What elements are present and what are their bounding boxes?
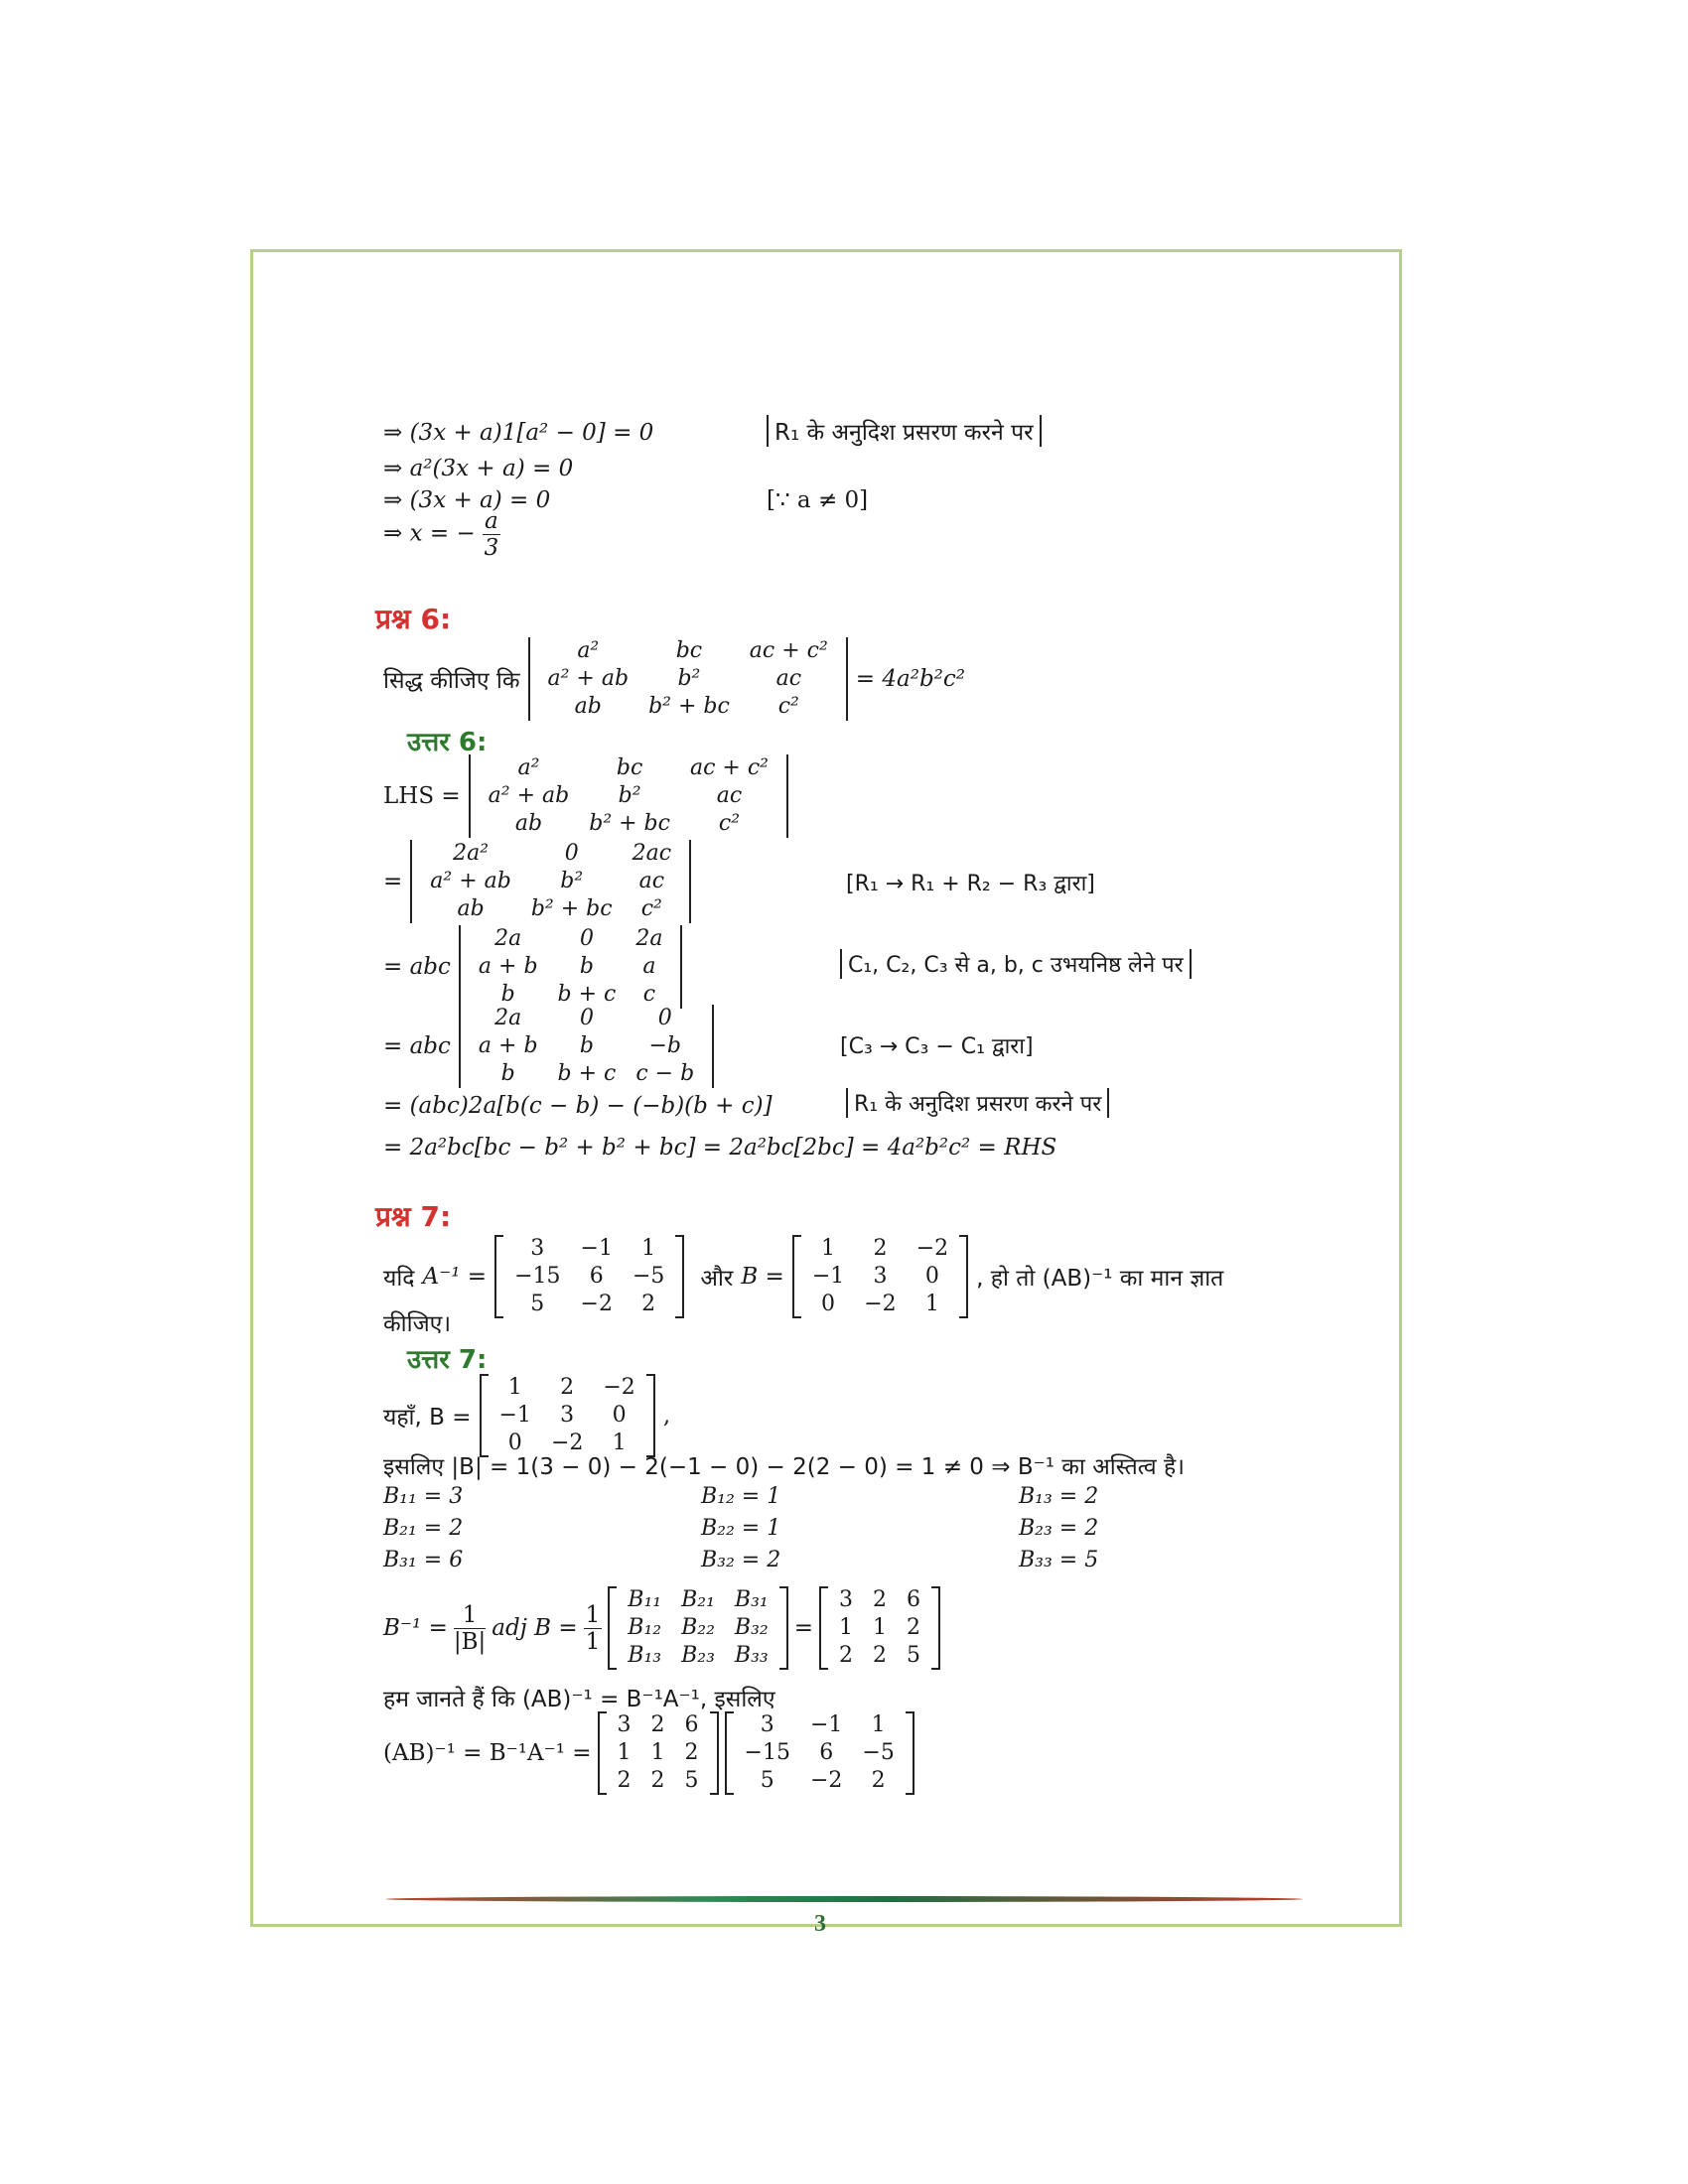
matrix-cell: c² [777,694,799,719]
cofactor-cell: B₃₁ = 6 [383,1548,464,1572]
determinant [459,925,683,1009]
know-line: हम जानते हैं कि (AB)⁻¹ = B⁻¹A⁻¹, इसलिए [383,1687,775,1712]
matrix-cell: ab [457,896,485,921]
cofactor-grid [383,1481,1327,1576]
cofactor-row [373,1545,1327,1576]
matrix-cell: B₃₁ [734,1587,769,1612]
matrix-cell: 1 [641,1236,656,1261]
matrix-cell: b + c [557,1061,617,1086]
determinant-line: इसलिए |B| = 1(3 − 0) − 2(−1 − 0) − 2(2 − 0) = 1 ≠ 0 ⇒ B⁻¹ का अस्तित्व है। [383,1454,1185,1480]
matrix-cell: 0 [579,1006,594,1030]
matrix-cell: b² [560,869,584,893]
matrix-cell: 2 [873,1587,887,1612]
matrix-cell: B₃₃ [734,1643,769,1668]
matrix-cell: −1 [498,1403,531,1428]
matrix-row [490,1374,645,1402]
matrix-row [829,1642,930,1670]
matrix-row [504,1263,674,1291]
step-line-2: ⇒ a²(3x + a) = 0 [383,456,574,481]
matrix-cell: 2 [871,1768,886,1793]
matrix-cell: 1 [871,1712,886,1737]
matrix-cell: 0 [564,841,579,866]
matrix-cell: 2 [641,1292,656,1316]
matrix-cell: c [642,982,656,1007]
step-line-6: = 2a²bc[bc − b² + b² + bc] = 2a²bc[2bc] = 4a²b²c² = RHS [383,1135,1057,1160]
matrix-row [538,665,838,693]
matrix-cell: 5 [530,1292,545,1316]
question-7-heading: प्रश्न 7: [375,1200,452,1233]
matrix-row [490,1402,645,1430]
matrix-cell: 2 [873,1643,887,1668]
matrix-row [504,1291,674,1318]
matrix-cell: 6 [684,1712,699,1737]
matrix-cell: 5 [907,1643,920,1668]
cofactor-cell: B₃₃ = 5 [1019,1548,1099,1572]
step-note-2: [R₁ → R₁ + R₂ − R₃ द्वारा] [846,872,1095,896]
matrix [598,1711,719,1795]
determinant [459,1005,714,1088]
matrix-row [479,754,778,782]
matrix-cell: 5 [684,1768,699,1793]
question-7-statement: यदि A⁻¹ = 3 −1 1 −15 6 −5 5 −2 2 और B = 1 2 −2 −1 3 0 0 −2 1 , हो तो (AB)⁻¹ का मान ज्ञात [383,1236,1224,1316]
determinant [469,754,788,838]
matrix-cell: 2 [907,1615,920,1640]
matrix-cell: 2ac [632,841,672,866]
step-line-4: ⇒ x = − $\frac{a}{3}$ [383,508,499,561]
step-line-1: ⇒ (3x + a)1[a² − 0] = 0 [383,420,654,446]
matrix-cell: a [642,954,656,979]
matrix-cell: 6 [819,1740,834,1765]
question-6-statement: सिद्ध कीजिए कि a² bc ac + c² a² + ab b² ac ab b² + bc c² = 4a²b²c² [383,638,965,719]
matrix-cell: a² [517,755,540,780]
determinant [410,840,691,923]
matrix-cell: b [500,1061,515,1086]
matrix-row [608,1711,709,1739]
matrix-cell: 2 [873,1236,888,1261]
cofactor-cell: B₂₂ = 1 [701,1516,781,1541]
matrix-row [735,1767,905,1795]
matrix-cell: 1 [612,1431,627,1455]
matrix-cell: a² + ab [547,666,630,691]
matrix-row [469,925,673,953]
matrix-cell: −b [648,1033,682,1058]
lhs-line: LHS = a² bc ac + c² a² + ab b² ac ab b² + bc c² [383,754,788,838]
matrix [792,1235,968,1318]
matrix-cell: ac [775,666,802,691]
matrix-cell: −1 [580,1236,613,1261]
step-note-3: [∵ a ≠ 0] [767,487,869,513]
matrix-cell: −1 [811,1264,845,1289]
matrix-cell: B₂₂ [681,1615,715,1640]
cofactor-cell: B₂₃ = 2 [1019,1516,1099,1541]
matrix-cell: 1 [617,1740,632,1765]
matrix [819,1586,940,1670]
matrix-cell: a² [577,638,600,663]
matrix-row [469,1032,704,1060]
matrix [725,1711,914,1795]
matrix-cell: 1 [821,1236,836,1261]
matrix-cell: B₁₃ [628,1643,662,1668]
matrix-cell: b² [677,666,701,691]
final-line: (AB)⁻¹ = B⁻¹A⁻¹ = 3 2 6 1 1 2 2 2 5 3 −1 1 −15 6 −5 5 −2 2 [383,1711,914,1795]
matrix-row [618,1614,777,1642]
step-line-3: ⇒ (3x + a) = 0 [383,487,551,513]
matrix-cell: −5 [862,1740,895,1765]
matrix-cell: −2 [864,1292,897,1316]
matrix-row [420,840,681,868]
matrix-row [608,1739,709,1767]
matrix-cell: 2a [635,926,663,951]
matrix-cell: 3 [530,1236,545,1261]
matrix-cell: 0 [657,1006,672,1030]
matrix-row [735,1711,905,1739]
matrix-row [479,810,778,838]
matrix-cell: 1 [873,1615,887,1640]
matrix-cell: 1 [507,1375,522,1400]
step-row-4: = abc 2a 0 0 a + b b −b b b + c c − b [383,1005,714,1088]
matrix-cell: c² [640,896,662,921]
matrix-cell: −2 [603,1375,635,1400]
matrix-cell: −2 [809,1768,843,1793]
step-line-5: = (abc)2a[b(c − b) − (−b)(b + c)] [383,1093,773,1119]
matrix-cell: −1 [809,1712,843,1737]
matrix-cell: ac + c² [749,638,828,663]
cofactor-cell: B₂₁ = 2 [383,1516,464,1541]
matrix-cell: b [500,982,515,1007]
matrix-cell: ab [574,694,602,719]
matrix-row [618,1642,777,1670]
page-number: 3 [814,1911,826,1937]
matrix-cell: b [579,1033,594,1058]
matrix-row [420,895,681,923]
matrix [494,1235,684,1318]
matrix-row [608,1767,709,1795]
matrix-row [829,1586,930,1614]
cofactor-row [373,1513,1327,1545]
matrix-row [802,1235,958,1263]
matrix-row [735,1739,905,1767]
matrix-cell: a + b [478,954,538,979]
question-7-tail: कीजिए। [383,1311,452,1337]
matrix-cell: −15 [744,1740,790,1765]
matrix-cell: 2a² [453,841,490,866]
matrix-row [469,1060,704,1088]
step-note-1: R₁ के अनुदिश प्रसरण करने पर [767,415,1042,447]
matrix-cell: 0 [507,1431,522,1455]
matrix-cell: 2 [650,1712,665,1737]
matrix-row [420,868,681,895]
step-note-4: [C₃ → C₃ − C₁ द्वारा] [840,1034,1034,1059]
matrix-cell: 2 [617,1768,632,1793]
matrix-cell: c − b [635,1061,695,1086]
matrix-cell: a² + ab [430,869,511,893]
matrix-cell: 6 [589,1264,604,1289]
inverse-line: B⁻¹ = $\frac{1}{|B|}$ adj B = $\frac{1}{1}$ B₁₁ B₂₁ B₃₁ B₁₂ B₂₂ B₃₂ B₁₃ B₂₃ B₃₃ = 3 2 6 1 1 2 2 2 5 [383,1586,940,1670]
b-matrix-line: यहाँ, B = 1 2 −2 −1 3 0 0 −2 1 , [383,1375,671,1455]
matrix-cell: 2 [684,1740,699,1765]
matrix-cell: 2 [560,1375,575,1400]
matrix-row [829,1614,930,1642]
matrix-cell: 3 [617,1712,632,1737]
matrix-cell: 1 [650,1740,665,1765]
matrix-cell: 3 [873,1264,888,1289]
matrix-row [802,1263,958,1291]
matrix-cell: b² + bc [530,896,613,921]
cofactor-cell: B₃₂ = 2 [701,1548,781,1572]
matrix-cell: ac [716,783,743,808]
matrix-cell: 1 [839,1615,853,1640]
matrix-cell: −2 [550,1431,584,1455]
matrix-cell: B₃₂ [734,1615,769,1640]
matrix-cell: 0 [612,1403,627,1428]
determinant [528,637,848,721]
matrix-cell: b² [618,783,641,808]
matrix-cell: 6 [907,1587,920,1612]
matrix-row [538,637,838,665]
matrix-cell: 0 [924,1264,939,1289]
step-row-2: = 2a² 0 2ac a² + ab b² ac ab b² + bc c² [383,840,691,923]
step-note-5: R₁ के अनुदिश प्रसरण करने पर [846,1088,1109,1118]
question-6-heading: प्रश्न 6: [375,603,452,635]
cofactor-row [373,1481,1327,1513]
answer-7-heading: उत्तर 7: [407,1345,488,1375]
matrix-cell: a² + ab [488,783,570,808]
matrix-cell: B₁₂ [628,1615,662,1640]
matrix-cell: 2a [494,926,522,951]
matrix-row [618,1586,777,1614]
matrix-row [469,953,673,981]
matrix-cell: c² [718,811,741,836]
matrix-cell: 1 [924,1292,939,1316]
matrix-cell: 0 [579,926,594,951]
matrix-cell: 3 [760,1712,774,1737]
matrix-cell: 3 [839,1587,853,1612]
matrix-cell: −2 [915,1236,949,1261]
matrix-cell: ac [638,869,665,893]
matrix-cell: 5 [760,1768,774,1793]
matrix-row [538,693,838,721]
matrix-cell: a + b [478,1033,538,1058]
matrix-cell: −5 [632,1264,665,1289]
matrix [608,1586,787,1670]
answer-6-heading: उत्तर 6: [407,728,488,757]
footer-divider [385,1896,1303,1902]
matrix-row [504,1235,674,1263]
matrix-cell: b + c [557,982,617,1007]
matrix-cell: 2 [650,1768,665,1793]
cofactor-cell: B₁₂ = 1 [701,1484,781,1509]
matrix-cell: −15 [514,1264,561,1289]
matrix-cell: −2 [580,1292,613,1316]
matrix-cell: b [579,954,594,979]
matrix-cell: ab [514,811,543,836]
matrix-cell: bc [675,638,703,663]
cofactor-cell: B₁₃ = 2 [1019,1484,1099,1509]
matrix-cell: bc [616,755,643,780]
matrix-cell: B₂₁ [681,1587,715,1612]
matrix-cell: 0 [821,1292,836,1316]
matrix-cell: B₁₁ [628,1587,662,1612]
matrix-row [802,1291,958,1318]
matrix [480,1374,655,1457]
matrix-row [469,1005,704,1032]
step-row-3: = abc 2a 0 2a a + b b a b b + c c [383,925,682,1009]
matrix-cell: B₂₃ [681,1643,715,1668]
matrix-cell: b² + bc [589,811,670,836]
matrix-cell: ac + c² [689,755,769,780]
cofactor-cell: B₁₁ = 3 [383,1484,464,1509]
matrix-row [479,782,778,810]
matrix-cell: 2 [839,1643,853,1668]
step-note-3b: C₁, C₂, C₃ से a, b, c उभयनिष्ठ लेने पर [840,949,1192,979]
matrix-cell: 3 [560,1403,575,1428]
matrix-cell: 2a [494,1006,522,1030]
matrix-cell: b² + bc [648,694,730,719]
